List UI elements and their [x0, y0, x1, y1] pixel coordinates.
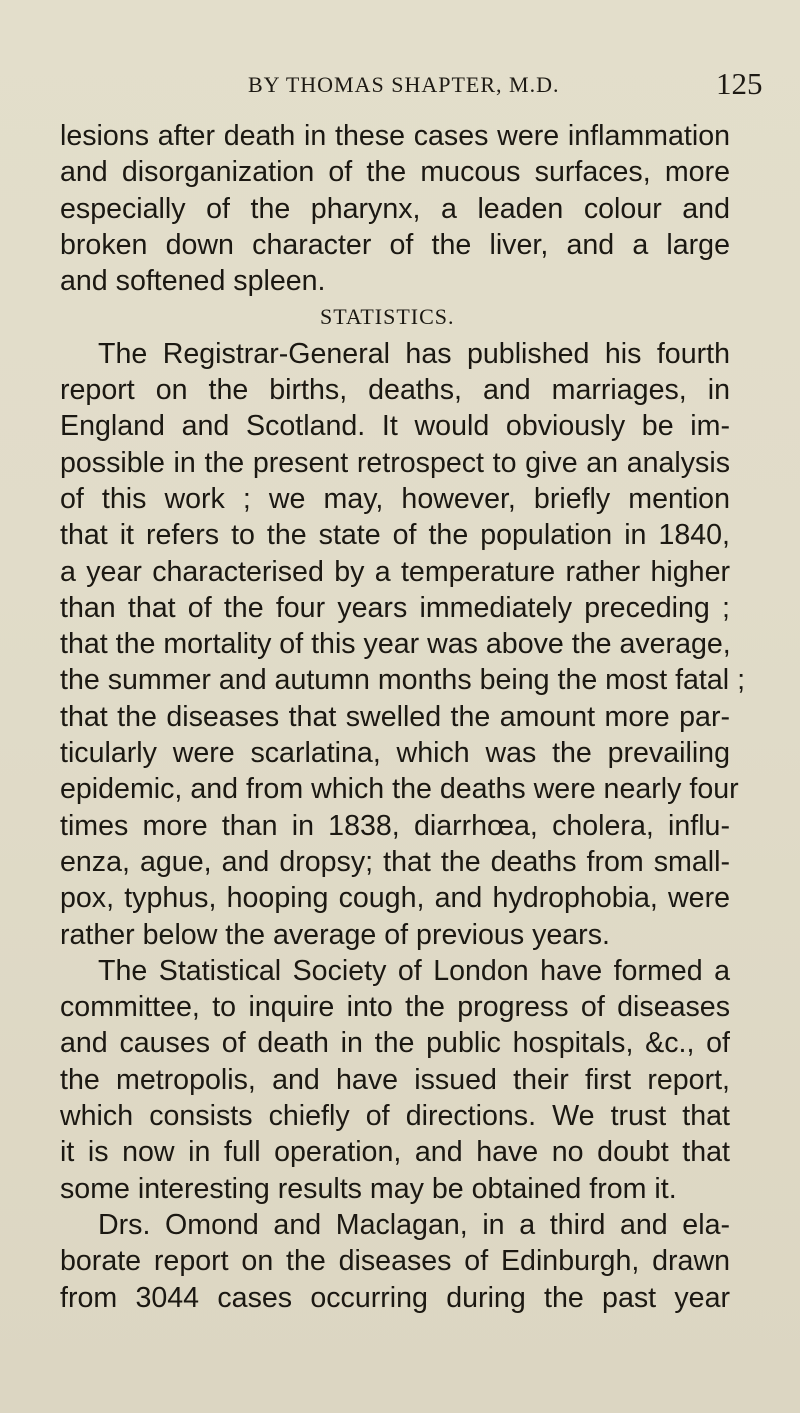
text-line: The Statistical Society of London have formed a [98, 954, 730, 987]
text-line: lesions after death in these cases were inflammation [60, 120, 730, 152]
text-line: which consists chiefly of directions. We trust that [60, 1100, 730, 1133]
running-head: BY THOMAS SHAPTER, M.D. [248, 72, 560, 97]
text-line: that the diseases that swelled the amount more par- [60, 700, 730, 733]
text-line: committee, to inquire into the progress of diseases [60, 991, 730, 1024]
page-number: 125 [716, 66, 763, 101]
text-line: some interesting results may be obtained from it. [60, 1172, 677, 1205]
text-line: the summer and autumn months being the most fatal ; [60, 664, 746, 697]
text-line: the metropolis, and have issued their first report, [60, 1063, 730, 1096]
text-line: it is now in full operation, and have no doubt that [60, 1136, 730, 1169]
section-heading: STATISTICS. [320, 304, 455, 330]
text-line: especially of the pharynx, a leaden colour and [60, 192, 730, 225]
text-line: from 3044 cases occurring during the past year [60, 1281, 730, 1314]
text-line: times more than in 1838, diarrhœa, cholera, influ- [60, 809, 730, 842]
text-line: borate report on the diseases of Edinburgh, drawn [60, 1245, 730, 1278]
text-line: and disorganization of the mucous surfaces, more [60, 156, 730, 189]
text-line: a year characterised by a temperature rather higher [60, 555, 730, 588]
text-line: rather below the average of previous years. [60, 918, 610, 951]
text-line: report on the births, deaths, and marriages, in [60, 374, 730, 407]
text-line: broken down character of the liver, and a large [60, 228, 730, 261]
text-line: of this work ; we may, however, briefly mention [60, 482, 730, 515]
text-line: that it refers to the state of the population in 1840, [60, 519, 730, 552]
text-line: than that of the four years immediately preceding ; [60, 591, 730, 624]
text-line: ticularly were scarlatina, which was the prevailing [60, 737, 730, 770]
text-line: England and Scotland. It would obviously be im- [60, 410, 730, 443]
text-line: and causes of death in the public hospitals, &c., of [60, 1027, 730, 1060]
body-text [60, 118, 746, 1316]
text-line: that the mortality of this year was above the average, [60, 628, 731, 661]
text-line: possible in the present retrospect to give an analysis [60, 446, 730, 479]
text-line: The Registrar-General has published his fourth [98, 337, 730, 370]
text-line: enza, ague, and dropsy; that the deaths from small- [60, 845, 730, 878]
text-line: epidemic, and from which the deaths were nearly four [60, 773, 739, 806]
text-line: and softened spleen. [60, 265, 326, 298]
text-line: pox, typhus, hooping cough, and hydrophobia, were [60, 882, 730, 915]
text-line: Drs. Omond and Maclagan, in a third and ela- [98, 1208, 730, 1241]
